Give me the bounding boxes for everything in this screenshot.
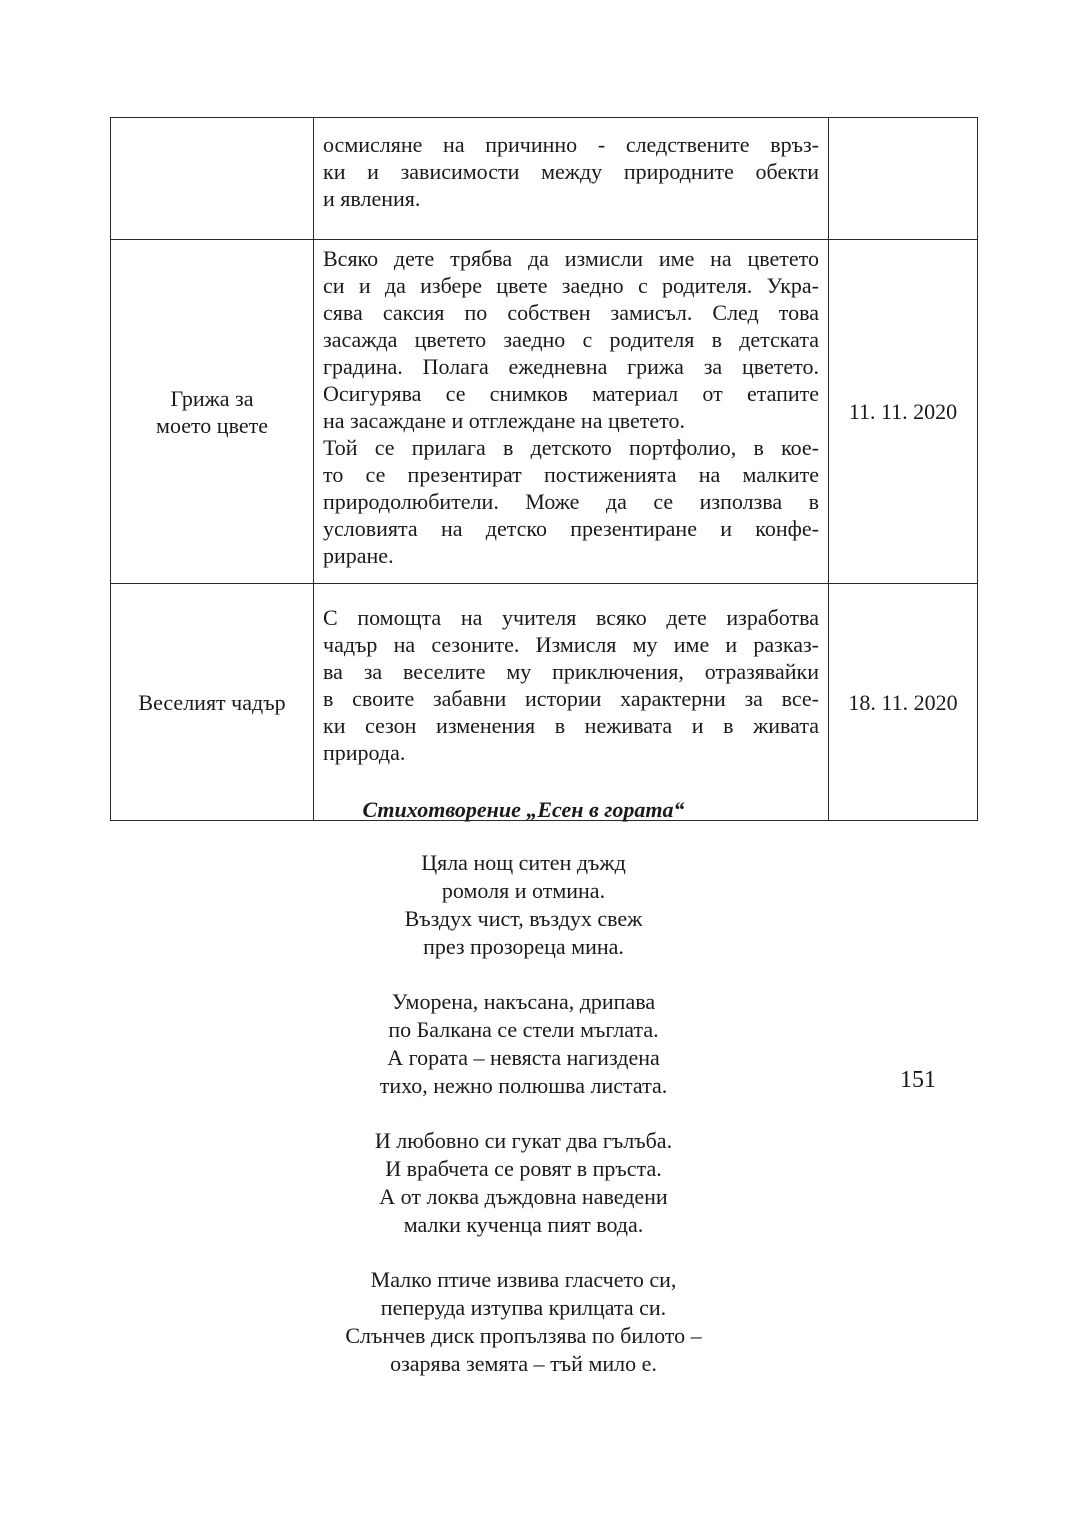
description-line: условията на детско презентиране и конфе- bbox=[323, 516, 819, 541]
poem-verse: Въздух чист, въздух свеж bbox=[404, 906, 643, 931]
description-line: и явления. bbox=[323, 186, 421, 211]
poem-verse: по Балкана се стели мъглата. bbox=[388, 1017, 659, 1042]
poem-verse: А от локва дъждовна наведени bbox=[379, 1184, 668, 1209]
description-line: природа. bbox=[323, 740, 406, 765]
description-line: осмисляне на причинно - следствените връз- bbox=[323, 132, 819, 157]
activities-table bbox=[110, 117, 978, 821]
description-line: на засаждане и отглеждане на цветето. bbox=[323, 408, 685, 433]
description-line: в своите забавни истории характерни за все- bbox=[323, 686, 819, 711]
poem-verse: И врабчета се ровят в пръста. bbox=[385, 1156, 662, 1181]
description-line: засажда цветето заедно с родителя в детската bbox=[323, 327, 819, 352]
poem-verse: А гората – невяста нагиздена bbox=[387, 1045, 660, 1070]
description-line: ки сезон изменения в неживата и в живата bbox=[323, 713, 819, 738]
activity-date-cell bbox=[829, 118, 978, 240]
poem-verse: Слънчев диск пропълзява по билото – bbox=[345, 1323, 702, 1348]
activity-date-cell: 18. 11. 2020 bbox=[829, 584, 978, 821]
poem-verse: тихо, нежно полюшва листата. bbox=[379, 1073, 668, 1098]
activity-description-cell bbox=[314, 584, 829, 821]
description-line: Осигурява се снимков материал от етапите bbox=[323, 381, 819, 406]
activity-title-line: Веселият чадър bbox=[138, 689, 286, 715]
poem-verse: И любовно си гукат два гълъба. bbox=[374, 1128, 673, 1153]
description-line: градина. Полага ежедневна грижа за цветето. bbox=[323, 354, 819, 379]
poem-verse: пеперуда изтупва крилцата си. bbox=[380, 1295, 667, 1320]
description-line: ва за веселите му приключения, отразявайки bbox=[323, 659, 819, 684]
poem bbox=[0, 849, 1047, 1405]
description-line: си и да избере цвете заедно с родителя. Укра- bbox=[323, 273, 819, 298]
poem-title: Стихотворение „Есен в гората“ bbox=[362, 797, 685, 822]
poem-verse: Малко птиче извива гласчето си, bbox=[370, 1267, 677, 1292]
description-line: С помощта на учителя всяко дете изработва bbox=[323, 605, 819, 630]
poem-verse: озарява земята – тъй мило е. bbox=[390, 1351, 657, 1376]
poem-verse: малки кученца пият вода. bbox=[403, 1212, 644, 1237]
poem-stanza bbox=[0, 1127, 1047, 1239]
table-row bbox=[111, 240, 978, 584]
description-line: то се презентират постиженията на малките bbox=[323, 462, 819, 487]
page-number: 151 bbox=[900, 1067, 936, 1093]
description-line: ки и зависимости между природните обекти bbox=[323, 159, 819, 184]
activity-description-cell bbox=[314, 240, 829, 584]
poem-verse: Уморена, накъсана, дрипава bbox=[391, 989, 656, 1014]
description-line: сява саксия по собствен замисъл. След това bbox=[323, 300, 819, 325]
activity-title-line: моето цвете bbox=[156, 412, 268, 438]
description-line: риране. bbox=[323, 543, 394, 568]
description-line: Той се прилага в детското портфолио, в кое- bbox=[323, 435, 819, 460]
activity-title-cell bbox=[111, 118, 314, 240]
poem-verse: през прозореца мина. bbox=[423, 934, 624, 959]
poem-verse: Цяла нощ ситен дъжд bbox=[421, 850, 626, 875]
activity-date-cell: 11. 11. 2020 bbox=[829, 240, 978, 584]
description-line: природолюбители. Може да се използва в bbox=[323, 489, 819, 514]
poem-stanza bbox=[0, 849, 1047, 961]
table-row bbox=[111, 584, 978, 821]
poem-stanza bbox=[0, 1266, 1047, 1378]
activity-description-cell bbox=[314, 118, 829, 240]
description-line: Всяко дете трябва да измисли име на цветето bbox=[323, 246, 819, 271]
description-line: чадър на сезоните. Измисля му име и разказ- bbox=[323, 632, 819, 657]
poem-verse: ромоля и отмина. bbox=[441, 878, 606, 903]
table-row bbox=[111, 118, 978, 240]
activity-title-cell bbox=[111, 240, 314, 584]
activity-title-cell bbox=[111, 584, 314, 821]
activity-title-line: Грижа за bbox=[170, 385, 254, 411]
